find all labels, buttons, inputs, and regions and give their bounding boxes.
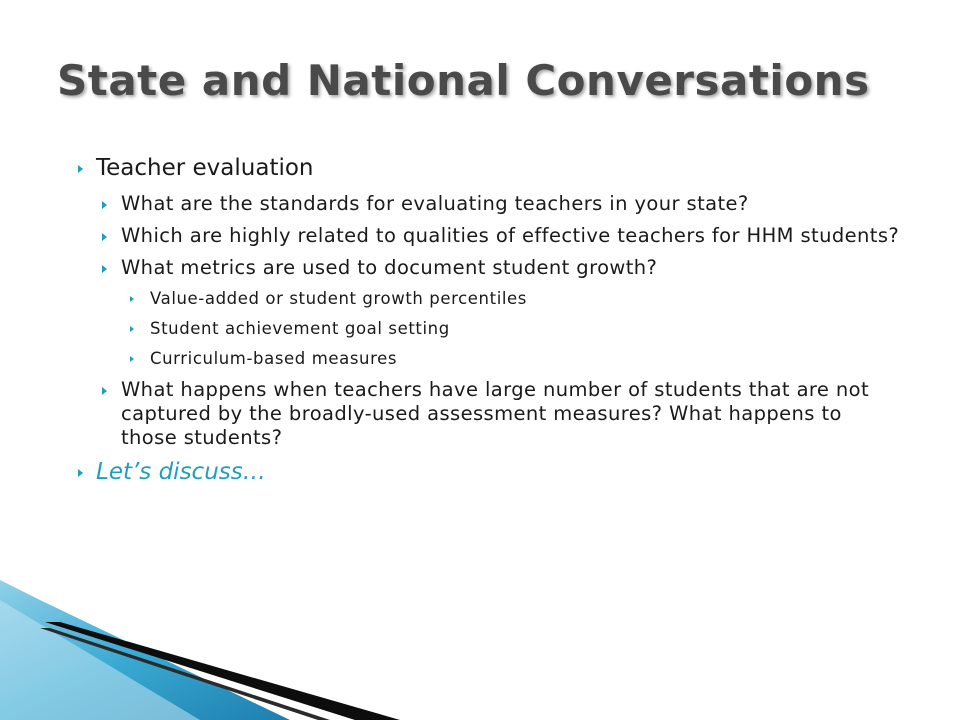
list-item	[130, 288, 904, 310]
list-item-text: Which are highly related to qualities of effective teachers for HHM students?	[121, 224, 900, 247]
list-item-discuss	[74, 458, 904, 486]
bullet-arrow-icon	[102, 233, 107, 241]
bullet-arrow-icon	[102, 387, 107, 395]
list-item-text: Curriculum-based measures	[150, 349, 398, 368]
bullet-arrow-icon	[78, 165, 83, 173]
discuss-prompt: Let’s discuss…	[96, 459, 266, 485]
bullet-arrow-icon	[130, 296, 134, 302]
list-item	[100, 378, 904, 450]
list-item-text: What are the standards for evaluating teachers in your state?	[121, 192, 749, 215]
bullet-arrow-icon	[78, 469, 83, 477]
list-item-text: What metrics are used to document student growth?	[121, 256, 658, 279]
bullet-arrow-icon	[130, 326, 134, 332]
list-item-text: Student achievement goal setting	[150, 319, 450, 338]
list-item-text: What happens when teachers have large number of students that are not captured by the broadly-used assessment measures? What happens to those students?	[121, 378, 870, 449]
list-item	[100, 192, 904, 216]
list-item-text: Value-added or student growth percentiles	[150, 289, 528, 308]
slide-title: State and National Conversations	[57, 56, 870, 105]
bullet-arrow-icon	[102, 201, 107, 209]
list-item	[130, 348, 904, 370]
bullet-arrow-icon	[130, 356, 134, 362]
bullet-arrow-icon	[102, 265, 107, 273]
list-item	[74, 154, 904, 182]
list-item	[100, 224, 904, 248]
list-item	[130, 318, 904, 340]
list-item-text: Teacher evaluation	[96, 155, 314, 181]
bullet-list	[74, 154, 904, 496]
list-item	[100, 256, 904, 280]
